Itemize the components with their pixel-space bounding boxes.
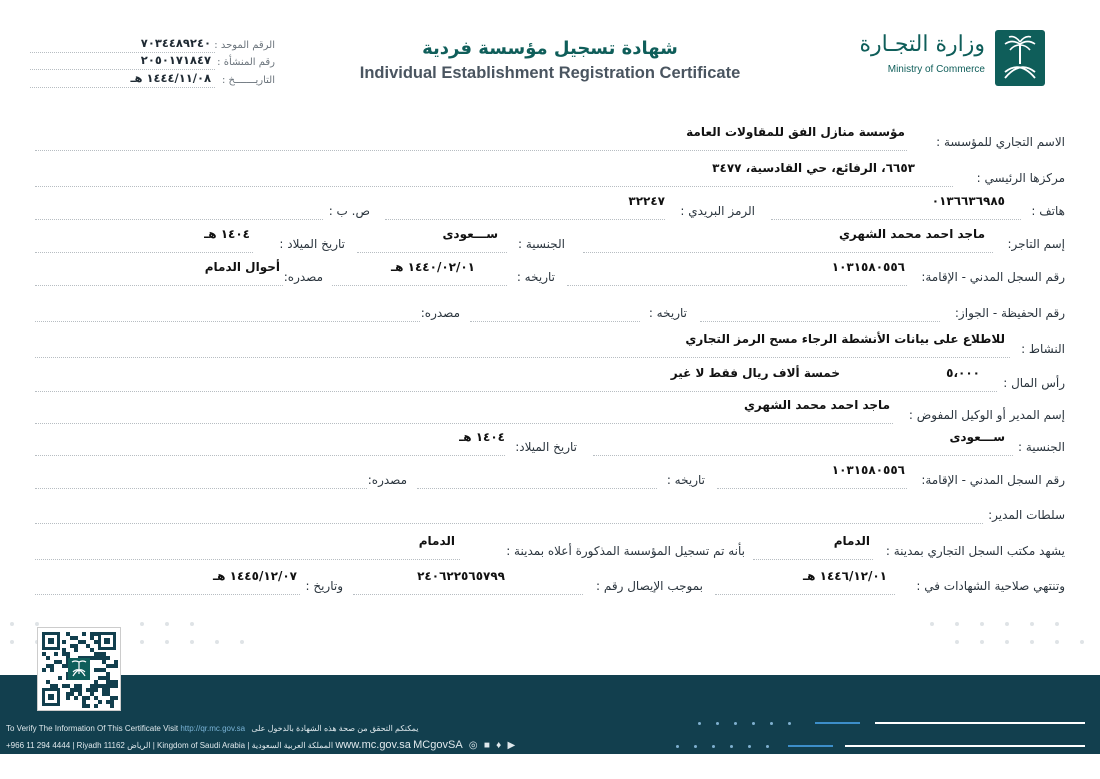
instagram-icon[interactable]: ◎ <box>468 740 478 751</box>
receipt-value: ٢٤٠٦٢٢٥٦٥٧٩٩ <box>417 569 505 583</box>
civil-date-label: تاريخه : <box>516 270 555 284</box>
qr-code-icon[interactable] <box>37 627 121 711</box>
certificate-title-en: Individual Establishment Registration Certificate <box>359 64 741 82</box>
dotted-line <box>35 252 253 253</box>
dotted-line <box>700 321 940 322</box>
footer-white-line <box>875 722 1085 724</box>
dotted-line <box>753 559 873 560</box>
dotted-line <box>30 87 215 88</box>
footer-riyadh: Riyadh 11162 الرياض <box>76 741 151 750</box>
registered-label: بأنه تم تسجيل المؤسسة المذكورة أعلاه بمدينة : <box>506 544 745 558</box>
manager-powers-label: سلطات المدير: <box>988 508 1065 522</box>
po-box-label: ص. ب : <box>328 204 370 218</box>
dotted-line <box>35 455 505 456</box>
youtube-icon[interactable]: ▶ <box>507 740 516 751</box>
dotted-line <box>593 455 1013 456</box>
dotted-line <box>357 252 507 253</box>
footer-social-handle: MCgovSA <box>413 739 463 751</box>
office-row <box>35 534 1065 564</box>
footer-white-line <box>845 745 1085 747</box>
headquarters-label: مركزها الرئيسي : <box>976 171 1065 185</box>
expiry-row <box>35 569 1065 599</box>
twitter-icon[interactable]: ♦ <box>496 740 502 751</box>
footer-website[interactable]: www.mc.gov.sa <box>335 739 411 751</box>
manager-civil-source-label: مصدره: <box>367 473 407 487</box>
dotted-line <box>417 488 657 489</box>
passport-source-label: مصدره: <box>420 306 460 320</box>
trade-name-label: الاسم التجاري للمؤسسة : <box>936 135 1065 149</box>
verify-link[interactable]: http://qr.mc.gov.sa <box>180 724 246 733</box>
phone-label: هاتف : <box>1031 204 1065 218</box>
dotted-line <box>583 252 993 253</box>
dotted-line <box>35 594 300 595</box>
footer-accent-line <box>815 722 860 724</box>
dotted-line <box>35 285 283 286</box>
footer-phone: +966 11 294 4444 <box>6 741 71 750</box>
expiry-label: وتنتهي صلاحية الشهادات في : <box>916 579 1065 593</box>
dotted-line <box>385 219 665 220</box>
headquarters-value: ٦٦٥٣، الرفائع، حي القادسية، ٣٤٧٧ <box>712 161 915 175</box>
activity-label: النشاط : <box>1021 342 1065 356</box>
phone-value: ٠١٣٦٦٣٦٩٨٥ <box>931 194 1005 208</box>
manager-label: إسم المدير أو الوكيل المفوض : <box>908 408 1065 422</box>
postal-code-label: الرمز البريدي : <box>680 204 755 218</box>
unified-number-value: ٧٠٣٤٤٨٩٢٤٠ <box>140 36 211 50</box>
civil-registry-row <box>35 260 1065 290</box>
capital-label: رأس المال : <box>1003 376 1065 390</box>
issue-date-label: التاريـــــــخ : <box>221 75 275 86</box>
manager-birth-label: تاريخ الميلاد: <box>515 440 577 454</box>
dotted-line <box>30 69 215 70</box>
dotted-line <box>353 594 583 595</box>
footer-kingdom-ar: المملكة العربية السعودية <box>251 741 334 750</box>
receipt-date-label: وتاريخ : <box>305 579 343 593</box>
manager-civil-date-label: تاريخه : <box>666 473 705 487</box>
civil-date-value: ١٤٤٠/٠٢/٠١ هـ <box>391 260 475 274</box>
footer-accent-line <box>788 745 833 747</box>
civil-source-label: مصدره: <box>283 270 323 284</box>
verify-text <box>6 724 418 733</box>
passport-label: رقم الحفيظة - الجواز: <box>954 306 1065 320</box>
ministry-name-en: Ministry of Commerce <box>887 64 985 75</box>
civil-source-value: أحوال الدمام <box>204 260 280 274</box>
birth-date-value: ١٤٠٤ هـ <box>204 227 250 241</box>
civil-registry-value: ١٠٣١٥٨٠٥٥٦ <box>831 260 905 274</box>
dotted-line <box>35 150 907 151</box>
dotted-line <box>35 219 323 220</box>
civil-registry-label: رقم السجل المدني - الإقامة: <box>921 270 1065 284</box>
nationality-label: الجنسية : <box>518 237 565 251</box>
passport-date-label: تاريخه : <box>648 306 687 320</box>
dotted-line <box>771 219 1021 220</box>
footer-kingdom: Kingdom of Saudi Arabia <box>157 741 246 750</box>
capital-value: ٥،٠٠٠ <box>946 366 980 380</box>
capital-row <box>35 366 1065 396</box>
receipt-label: بموجب الإيصال رقم : <box>596 579 703 593</box>
trader-name-value: ماجد احمد محمد الشهري <box>838 227 985 241</box>
activity-value: للاطلاع على بيانات الأنشطة الرجاء مسح الرمز التجاري <box>685 332 1005 346</box>
passport-row <box>35 302 1065 326</box>
expiry-value: ١٤٤٦/١٢/٠١ هـ <box>803 569 887 583</box>
ministry-name-ar: وزارة التجـارة <box>859 32 985 57</box>
birth-date-label: تاريخ الميلاد : <box>279 237 345 251</box>
dotted-line <box>567 285 907 286</box>
registered-value: الدمام <box>418 534 455 548</box>
facility-number-label: رقم المنشأة : <box>217 57 275 68</box>
dotted-line <box>35 391 997 392</box>
phone-row <box>35 194 1065 224</box>
trader-row <box>35 227 1065 257</box>
manager-value: ماجد احمد محمد الشهري <box>743 398 890 412</box>
receipt-date-value: ١٤٤٥/١٢/٠٧ هـ <box>213 569 297 583</box>
dotted-line <box>715 594 895 595</box>
unified-number-label: الرقم الموحد : <box>214 40 275 51</box>
trader-name-label: إسم التاجر: <box>1007 237 1065 251</box>
office-label: يشهد مكتب السجل التجاري بمدينة : <box>885 544 1065 558</box>
trade-name-row <box>35 125 1065 155</box>
dotted-line <box>35 423 893 424</box>
activity-row <box>35 332 1065 362</box>
manager-nationality-row <box>35 430 1065 460</box>
manager-row <box>35 398 1065 428</box>
facebook-icon[interactable]: ■ <box>483 740 490 751</box>
dotted-line <box>470 321 640 322</box>
dotted-line <box>35 186 953 187</box>
contact-line: +966 11 294 4444 | Riyadh 11162 الرياض | Kingdom of Saudi Arabia | المملكة العربية السعودية www.mc.gov.sa MCgovSA ◎ ■ ♦ ▶ <box>6 739 516 751</box>
manager-nationality-label: الجنسية : <box>1018 440 1065 454</box>
manager-civil-value: ١٠٣١٥٨٠٥٥٦ <box>831 463 905 477</box>
manager-nationality-value: ســـعودى <box>949 430 1005 444</box>
nationality-value: ســـعودى <box>442 227 498 241</box>
dotted-line <box>35 559 460 560</box>
dotted-line <box>717 488 907 489</box>
manager-civil-label: رقم السجل المدني - الإقامة: <box>921 473 1065 487</box>
certificate-title-ar: شهادة تسجيل مؤسسة فردية <box>422 38 678 59</box>
verify-text-en: To Verify The Information Of This Certificate Visit <box>6 724 179 733</box>
page-bottom-margin <box>0 754 1100 779</box>
dotted-line <box>332 285 507 286</box>
manager-civil-row <box>35 463 1065 493</box>
dotted-line <box>35 488 367 489</box>
issue-date-row <box>30 71 275 91</box>
dotted-line <box>35 321 420 322</box>
verify-text-ar: يمكنكم التحقق من صحة هذه الشهادة بالدخول على <box>251 724 419 733</box>
trade-name-value: مؤسسة منازل الفق للمقاولات العامة <box>686 125 905 139</box>
capital-in-words: خمسة ألاف ريال فقط لا غير <box>670 366 840 380</box>
decorative-dots-right <box>930 622 1090 662</box>
dotted-line <box>35 523 983 524</box>
office-value: الدمام <box>833 534 870 548</box>
dotted-line <box>35 357 1010 358</box>
manager-birth-value: ١٤٠٤ هـ <box>459 430 505 444</box>
manager-powers-row <box>35 504 1065 528</box>
facility-number-value: ٢٠٥٠١٧١٨٤٧ <box>140 53 211 67</box>
headquarters-row <box>35 161 1065 191</box>
postal-code-value: ٣٢٢٤٧ <box>628 194 665 208</box>
issue-date-value: ١٤٤٤/١١/٠٨ هـ <box>130 71 211 85</box>
